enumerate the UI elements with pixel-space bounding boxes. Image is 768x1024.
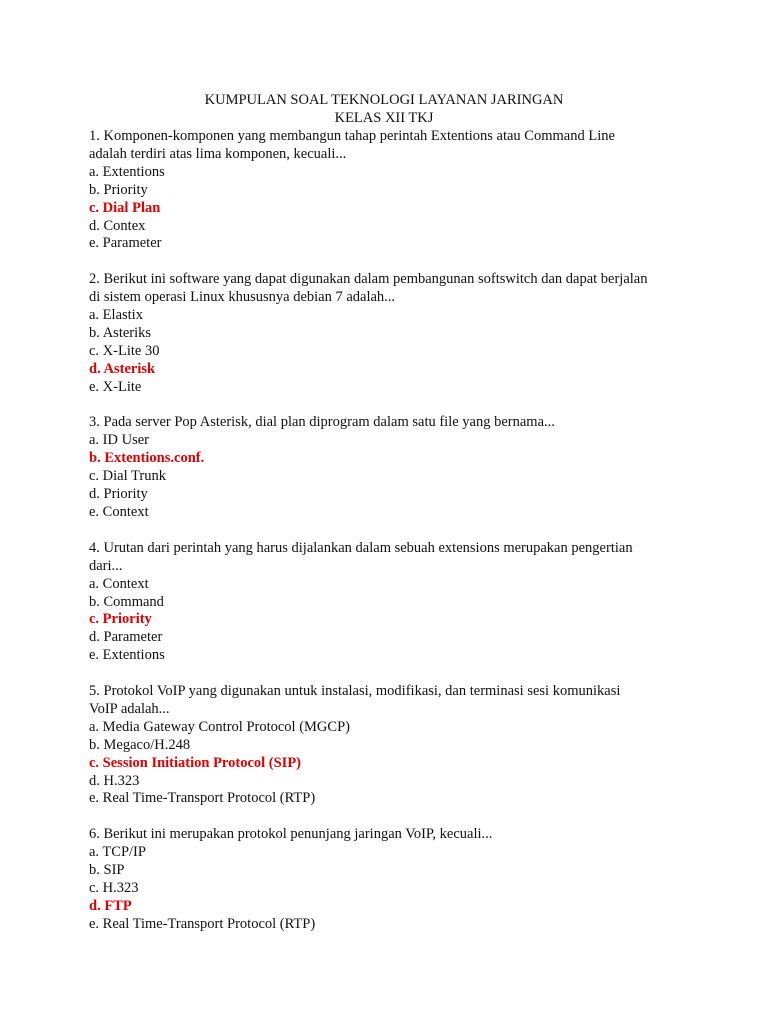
- answer-option: c. Dial Trunk: [89, 468, 166, 485]
- answer-option: e. X-Lite: [89, 378, 142, 395]
- question-item: [89, 414, 689, 521]
- answer-option-correct: c. Dial Plan: [89, 199, 161, 216]
- answer-option: e. Real Time-Transport Protocol (RTP): [89, 790, 316, 807]
- question-list: [89, 128, 689, 952]
- question-item: [89, 826, 689, 933]
- answer-option: a. Context: [89, 575, 149, 592]
- question-text: dari...: [89, 557, 123, 574]
- question-text: 2. Berikut ini software yang dapat digunakan dalam pembangunan softswitch dan dapat berjalan: [89, 271, 648, 288]
- question-text: 5. Protokol VoIP yang digunakan untuk instalasi, modifikasi, dan terminasi sesi komunikasi: [89, 683, 621, 700]
- question-text: adalah terdiri atas lima komponen, kecuali...: [89, 145, 347, 162]
- answer-option: e. Extentions: [89, 647, 165, 664]
- answer-option: a. Extentions: [89, 163, 165, 180]
- title-line-2: KELAS XII TKJ: [334, 109, 434, 126]
- question-item: [89, 540, 689, 665]
- answer-option: c. H.323: [89, 879, 139, 896]
- answer-option: b. SIP: [89, 862, 125, 879]
- title-line-1: KUMPULAN SOAL TEKNOLOGI LAYANAN JARINGAN: [204, 92, 564, 108]
- answer-option: d. Priority: [89, 486, 148, 503]
- answer-option: e. Parameter: [89, 235, 162, 252]
- question-text: 6. Berikut ini merupakan protokol penunjang jaringan VoIP, kecuali...: [89, 826, 493, 843]
- answer-option-correct: b. Extentions.conf.: [89, 450, 205, 467]
- answer-option: e. Context: [89, 504, 149, 520]
- answer-option: a. ID User: [89, 432, 149, 449]
- answer-option: d. Parameter: [89, 629, 163, 646]
- answer-option: d. H.323: [89, 772, 140, 789]
- question-item: [89, 683, 689, 808]
- answer-option-correct: c. Session Initiation Protocol (SIP): [89, 754, 301, 771]
- question-item: [89, 271, 689, 396]
- answer-option: b. Priority: [89, 181, 148, 198]
- answer-option: d. Contex: [89, 217, 146, 234]
- document-title: [0, 92, 768, 128]
- answer-option: b. Command: [89, 593, 164, 610]
- question-text: 4. Urutan dari perintah yang harus dijalankan dalam sebuah extensions merupakan pengertian: [89, 539, 633, 556]
- answer-option: c. X-Lite 30: [89, 342, 160, 359]
- question-item: [89, 128, 689, 253]
- answer-option: b. Asteriks: [89, 324, 152, 341]
- answer-option: a. Elastix: [89, 307, 143, 324]
- answer-option-correct: c. Priority: [89, 611, 152, 628]
- answer-option-correct: d. FTP: [89, 897, 132, 914]
- answer-option: a. TCP/IP: [89, 844, 146, 861]
- question-text: 3. Pada server Pop Asterisk, dial plan diprogram dalam satu file yang bernama...: [89, 414, 555, 431]
- answer-option: e. Real Time-Transport Protocol (RTP): [89, 915, 316, 932]
- answer-option-correct: d. Asterisk: [89, 360, 156, 377]
- question-text: di sistem operasi Linux khususnya debian 7 adalah...: [89, 289, 396, 306]
- answer-option: a. Media Gateway Control Protocol (MGCP): [89, 718, 350, 735]
- answer-option: b. Megaco/H.248: [89, 736, 191, 753]
- question-text: VoIP adalah...: [89, 700, 170, 717]
- question-text: 1. Komponen-komponen yang membangun tahap perintah Extentions atau Command Line: [89, 128, 615, 144]
